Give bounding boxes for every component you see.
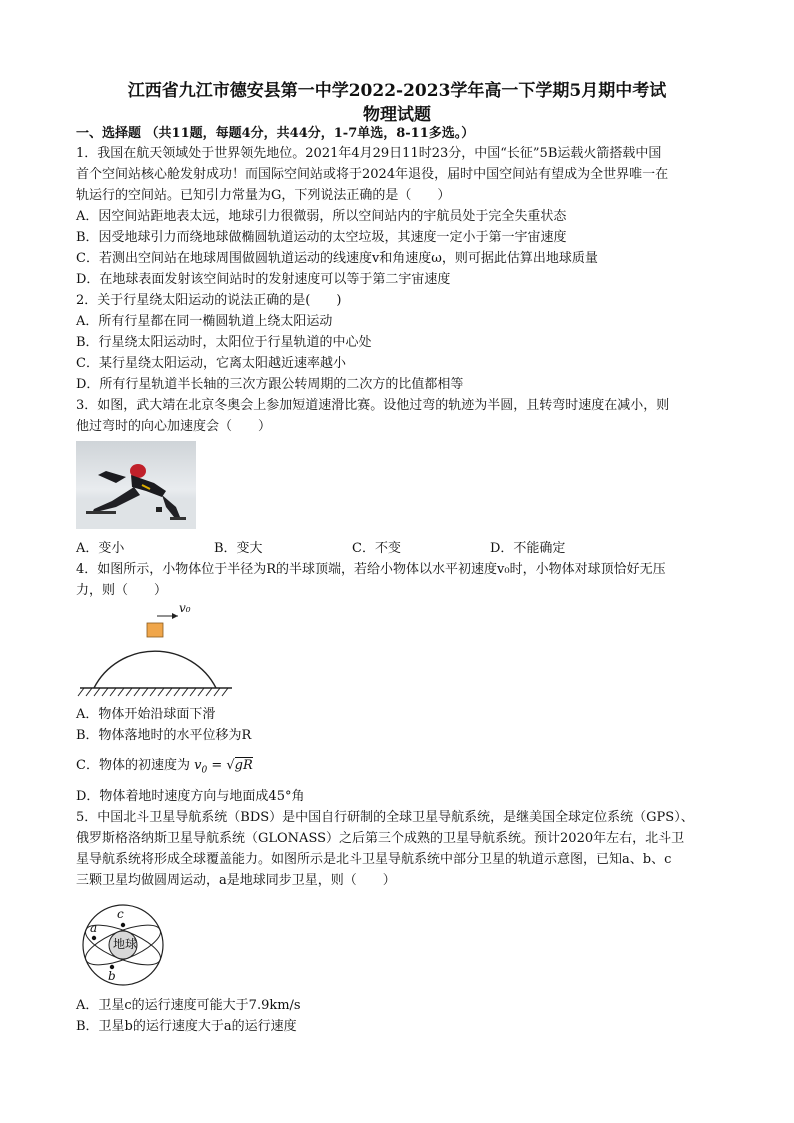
formula-radicand: gR: [234, 758, 253, 773]
q1-option-a: A．因空间站距地表太远，地球引力很微弱，所以空间站内的宇航员处于完全失重状态: [76, 209, 567, 224]
exam-title: 江西省九江市德安县第一中学2022-2023学年高一下学期5月期中考试: [127, 81, 667, 101]
satellite-b-label: b: [108, 969, 116, 983]
q4-stem-line: 4．如图所示，小物体位于半径为R的半球顶端，若给小物体以水平初速度v₀时，小物体对球顶恰好无压: [76, 562, 666, 577]
q5-stem-line: 三颗卫星均做圆周运动，a是地球同步卫星，则（ ）: [76, 873, 396, 888]
speed-skater-photo: [76, 441, 196, 529]
formula-equals: =: [211, 758, 223, 773]
v0-label: v₀: [179, 601, 191, 615]
exam-subject-title: 物理试题: [363, 105, 431, 125]
q2-stem-line: 2．关于行星绕太阳运动的说法正确的是( ): [76, 293, 342, 308]
q1-stem-line: 1．我国在航天领域处于世界领先地位。2021年4月29日11时23分，中国“长征”5B运载火箭搭载中国: [76, 146, 662, 161]
satellite-c-label: c: [117, 907, 124, 921]
sqrt-icon: √: [226, 758, 235, 773]
q3-option-b: B．变大: [214, 541, 263, 556]
q5-option-b: B．卫星b的运行速度大于a的运行速度: [76, 1019, 297, 1034]
q1-option-d: D．在地球表面发射该空间站时的发射速度可以等于第二宇宙速度: [76, 272, 451, 287]
q3-option-a: A．变小: [76, 541, 125, 556]
q4-stem-line: 力，则（ ）: [76, 583, 168, 598]
q4-option-c-text: C．物体的初速度为: [76, 758, 190, 773]
q2-option-c: C．某行星绕太阳运动，它离太阳越近速率越小: [76, 356, 346, 371]
q5-stem-line: 星导航系统将形成全球覆盖能力。如图所示是北斗卫星导航系统中部分卫星的轨道示意图，已知a、b、c: [76, 852, 672, 867]
q3-stem-line: 3．如图，武大靖在北京冬奥会上参加短道速滑比赛。设他过弯的轨迹为半圆，且转弯时速度在减小，则: [76, 398, 670, 413]
section-heading: 一、选择题 （共11题，每题4分，共44分，1-7单选，8-11多选。）: [76, 126, 475, 141]
q5-option-a: A．卫星c的运行速度可能大于7.9km/s: [76, 998, 301, 1013]
q4-option-d: D．物体着地时速度方向与地面成45°角: [76, 789, 305, 804]
hemisphere-diagram: [76, 598, 236, 704]
q5-stem-line: 俄罗斯格洛纳斯卫星导航系统（GLONASS）之后第三个成熟的卫星导航系统。预计2020年左右，北斗卫: [76, 831, 685, 846]
q2-option-a: A．所有行星都在同一椭圆轨道上绕太阳运动: [76, 314, 333, 329]
q3-stem-line: 他过弯时的向心加速度会（ ）: [76, 419, 272, 434]
q5-stem-line: 5．中国北斗卫星导航系统（BDS）是中国自行研制的全球卫星导航系统，是继美国全球定位系统（GPS）、: [76, 810, 694, 825]
initial-velocity-formula: [194, 758, 253, 776]
formula-subscript: 0: [201, 765, 208, 776]
q4-option-b: B．物体落地时的水平位移为R: [76, 728, 252, 743]
satellite-a-label: a: [90, 921, 98, 935]
q2-option-d: D．所有行星轨道半长轴的三次方跟公转周期的二次方的比值都相等: [76, 377, 464, 392]
q3-option-c: C．不变: [352, 541, 401, 556]
formula-v: v: [194, 758, 202, 773]
q4-option-a: A．物体开始沿球面下滑: [76, 707, 216, 722]
earth-label: 地球: [113, 937, 138, 951]
q2-option-b: B．行星绕太阳运动时，太阳位于行星轨道的中心处: [76, 335, 372, 350]
q4-option-c: [76, 756, 253, 781]
q1-option-b: B．因受地球引力而绕地球做椭圆轨道运动的太空垃圾，其速度一定小于第一宇宙速度: [76, 230, 567, 245]
q1-stem-line: 首个空间站核心舱发射成功！而国际空间站或将于2024年退役，届时中国空间站有望成为全世界唯一在: [76, 167, 669, 182]
q3-option-d: D．不能确定: [490, 541, 566, 556]
q1-option-c: C．若测出空间站在地球周围做圆轨道运动的线速度v和角速度ω，则可据此估算出地球质量: [76, 251, 598, 266]
q1-stem-line: 轨运行的空间站。已知引力常量为G，下列说法正确的是（ ）: [76, 188, 451, 203]
